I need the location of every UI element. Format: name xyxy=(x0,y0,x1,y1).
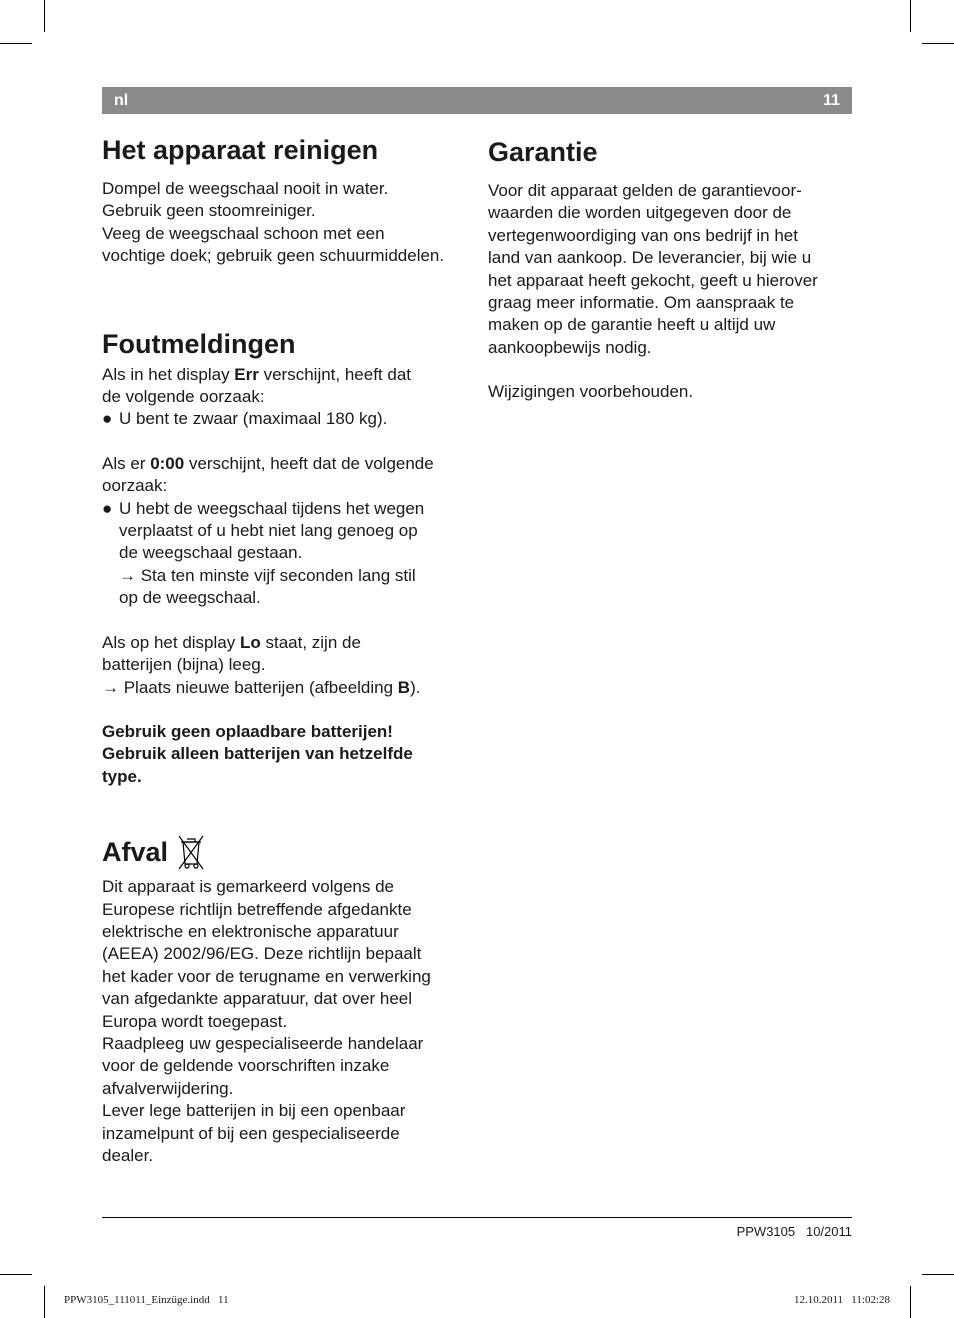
err-text-pre: Als in het display xyxy=(102,364,235,384)
crop-mark xyxy=(910,1286,911,1318)
crop-mark xyxy=(922,43,954,44)
errors-title: Foutmeldingen xyxy=(102,328,296,359)
list-item xyxy=(102,408,472,430)
warranty-title: Garantie xyxy=(488,137,598,167)
figure-ref: B xyxy=(397,677,411,697)
waste-title: Afval xyxy=(102,837,169,868)
lo-text-post: staat, zijn de batterijen (bijna) leeg. → Plaats nieuwe batterijen (afbeelding xyxy=(102,632,394,697)
crop-mark xyxy=(0,43,32,44)
lo-text-pre: Als op het display xyxy=(102,632,240,652)
crop-mark xyxy=(0,1274,32,1275)
zero-text-post: verschijnt, heeft dat de volgende oorzaak: xyxy=(102,453,434,496)
battery-warning: Gebruik geen oplaadbare batterijen! Gebruik alleen batterijen van hetzelfde type. xyxy=(102,721,413,786)
list-item xyxy=(102,498,472,610)
right-column xyxy=(488,130,852,404)
cleaning-title: Het apparaat reinigen xyxy=(102,135,379,165)
zero-text-pre: Als er xyxy=(102,453,151,473)
bullet-icon: ● xyxy=(102,498,113,518)
lo-text-end: ). xyxy=(410,677,421,697)
waste-section xyxy=(102,832,472,1167)
waste-title-row xyxy=(102,832,472,872)
model-and-date: PPW3105 10/2011 xyxy=(736,1224,852,1239)
page-number: 11 xyxy=(823,92,840,109)
crop-mark xyxy=(922,1274,954,1275)
zero-code: 0:00 xyxy=(150,453,185,473)
crop-mark xyxy=(44,1286,45,1318)
footer-divider xyxy=(102,1217,852,1218)
cleaning-text: Dompel de weegschaal nooit in water. Gebruik geen stoomreiniger. Veeg de weegschaal schoon met een vochtige doek; gebruik geen schuurmiddelen. xyxy=(102,179,445,266)
waste-text: Dit apparaat is gemarkeerd volgens de Europese richtlijn betreffende afgedankte elektrische en elektronische apparatuur (AEEA) 2002/96/EG. Deze richtlijn bepaalt het kader voor de terugname en verwerking van afgedankte apparatuur, dat over heel Europa wordt toegepast. Raadpleeg uw gespecialiseerde handelaar voor de geldende voorschriften inzake afvalverwijdering. Lever lege batterijen in bij een openbaar inzamelpunt of bij een gespecialiseerde dealer. xyxy=(102,877,431,1165)
changes-note: Wijzigingen voorbehouden. xyxy=(488,382,694,402)
crop-mark xyxy=(44,0,45,32)
left-column xyxy=(102,130,472,1167)
crossed-out-wheelie-bin-icon xyxy=(176,833,206,871)
err-paragraph xyxy=(102,364,472,409)
lo-code: Lo xyxy=(239,632,261,652)
err-text-post: verschijnt, heeft dat de volgende oorzaak: xyxy=(102,364,412,407)
bullet-icon: ● xyxy=(102,409,113,429)
lo-paragraph xyxy=(102,632,472,699)
zero-paragraph xyxy=(102,453,472,498)
zero-cause: U hebt de weegschaal tijdens het wegen verplaatst of u hebt niet lang genoeg op de weegschaal gestaan. → Sta ten minste vijf seconden lang stil op de weegschaal. xyxy=(119,498,425,608)
cleaning-section xyxy=(102,130,472,268)
crop-mark xyxy=(910,0,911,32)
errors-section xyxy=(102,324,472,789)
warranty-section xyxy=(488,132,852,404)
page-header xyxy=(102,87,852,114)
err-code: Err xyxy=(234,364,259,384)
slug-timestamp: 12.10.2011 11:02:28 xyxy=(793,1294,890,1306)
err-cause: U bent te zwaar (maximaal 180 kg). xyxy=(119,409,388,429)
warranty-text: Voor dit apparaat gelden de garantievoor- waarden die worden uitgegeven door de vertegenwoordiging van ons bedrijf in het land van aankoop. De leverancier, bij wie u het apparaat heeft gekocht, geeft u hierover graag meer informatie. Om aanspraak te maken op de garantie heeft u altijd uw aankoopbewijs nodig. xyxy=(488,181,818,357)
slug-filename: PPW3105_111011_Einzüge.indd 11 xyxy=(64,1294,229,1306)
language-code: nl xyxy=(114,92,129,109)
